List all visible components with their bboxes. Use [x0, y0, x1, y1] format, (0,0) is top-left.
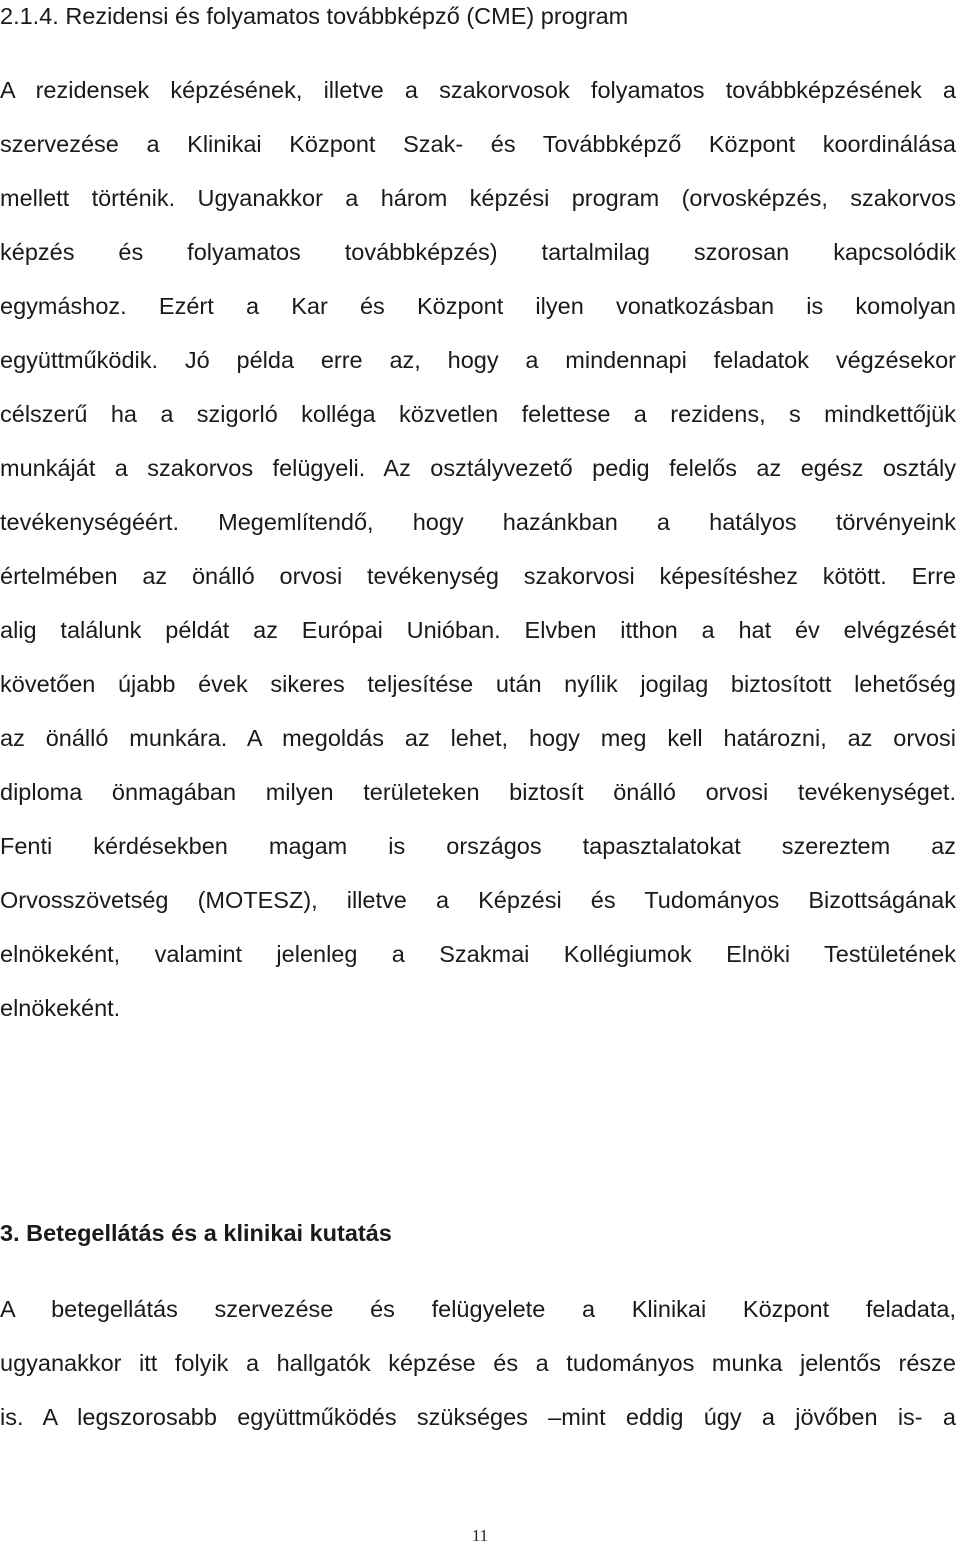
paragraph1-line: elnökeként. [0, 995, 121, 1021]
paragraph2-line: A betegellátás szervezése és felügyelete a Klinikai Központ feladata, [0, 1296, 956, 1322]
paragraph1-line: elnökeként, valamint jelenleg a Szakmai Kollégiumok Elnöki Testületének [0, 941, 956, 967]
paragraph1-line: egymáshoz. Ezért a Kar és Központ ilyen vonatkozásban is komolyan [0, 293, 956, 319]
paragraph2-line: is. A legszorosabb együttműködés szükséges –mint eddig úgy a jövőben is- a [0, 1404, 956, 1430]
paragraph1-line: alig találunk példát az Európai Unióban. Elvben itthon a hat év elvégzését [0, 617, 956, 643]
paragraph1-line: mellett történik. Ugyanakkor a három képzési program (orvosképzés, szakorvos [0, 185, 956, 211]
paragraph1-line: A rezidensek képzésének, illetve a szakorvosok folyamatos továbbképzésének a [0, 77, 956, 103]
chapter-heading: 3. Betegellátás és a klinikai kutatás [0, 1220, 392, 1246]
paragraph1-line: az önálló munkára. A megoldás az lehet, hogy meg kell határozni, az orvosi [0, 725, 956, 751]
paragraph1-line: tevékenységéért. Megemlítendő, hogy hazánkban a hatályos törvényeink [0, 509, 956, 535]
section-heading: 2.1.4. Rezidensi és folyamatos továbbképző (CME) program [0, 3, 629, 29]
paragraph1-line: munkáját a szakorvos felügyeli. Az osztályvezető pedig felelős az egész osztály [0, 455, 956, 481]
paragraph1-line: diploma önmagában milyen területeken biztosít önálló orvosi tevékenységet. [0, 779, 956, 805]
paragraph1-line: követően újabb évek sikeres teljesítése után nyílik jogilag biztosított lehetőség [0, 671, 956, 697]
paragraph1-line: Fenti kérdésekben magam is országos tapasztalatokat szereztem az [0, 833, 956, 859]
paragraph2-line: ugyanakkor itt folyik a hallgatók képzése és a tudományos munka jelentős része [0, 1350, 956, 1376]
paragraph1-line: célszerű ha a szigorló kolléga közvetlen felettese a rezidens, s mindkettőjük [0, 401, 956, 427]
paragraph1-line: Orvosszövetség (MOTESZ), illetve a Képzési és Tudományos Bizottságának [0, 887, 956, 913]
paragraph1-line: értelmében az önálló orvosi tevékenység szakorvosi képesítéshez kötött. Erre [0, 563, 956, 589]
paragraph1-line: szervezése a Klinikai Központ Szak- és Továbbképző Központ koordinálása [0, 131, 956, 157]
paragraph1-line: együttműködik. Jó példa erre az, hogy a mindennapi feladatok végzésekor [0, 347, 956, 373]
paragraph1-line: képzés és folyamatos továbbképzés) tartalmilag szorosan kapcsolódik [0, 239, 956, 265]
page-number: 11 [471, 1526, 489, 1545]
